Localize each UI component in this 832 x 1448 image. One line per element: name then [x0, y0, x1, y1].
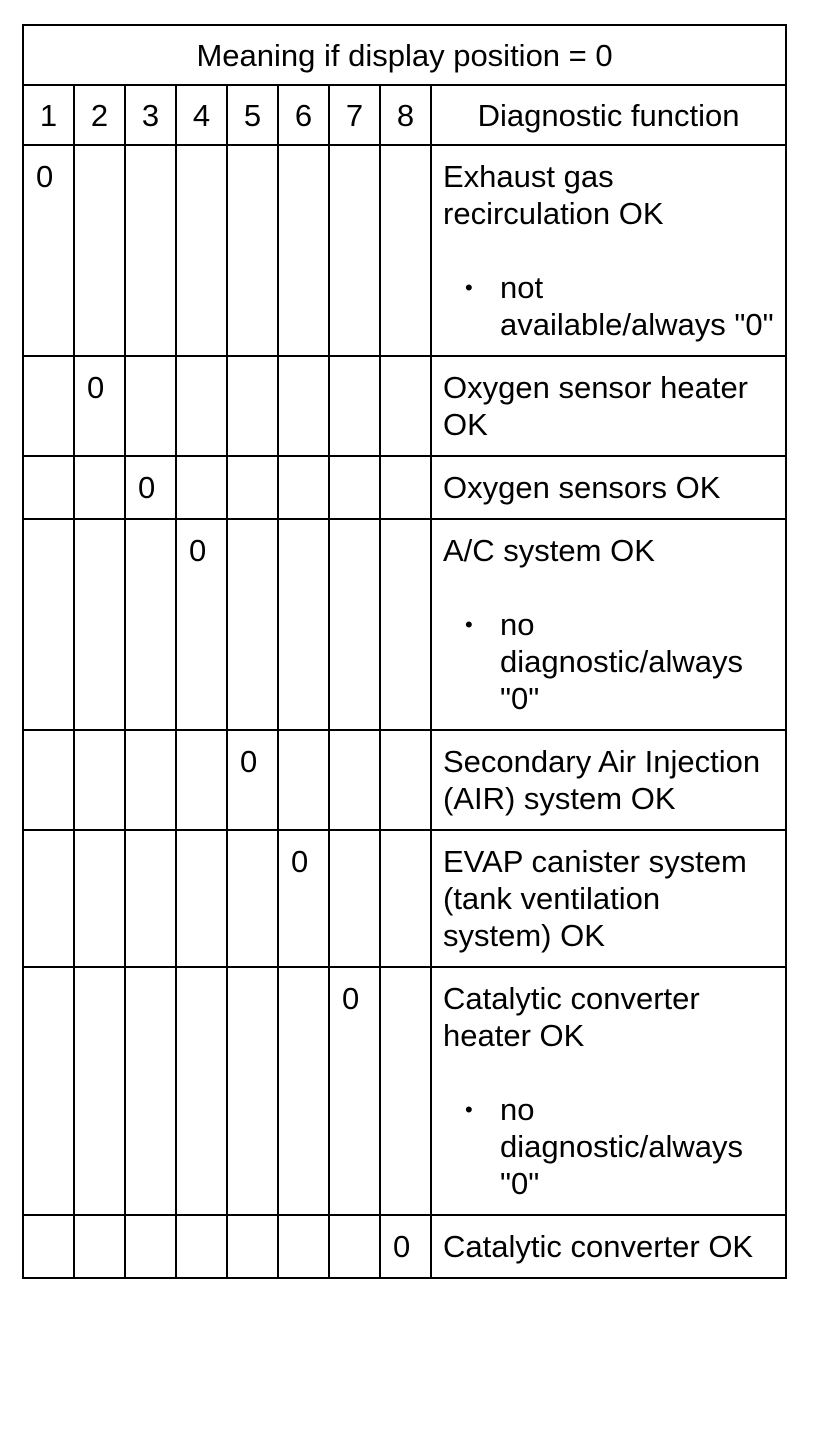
note-text: no diagnostic/always "0": [500, 1092, 743, 1201]
column-header-3: 3: [125, 85, 176, 145]
empty-cell: [227, 519, 278, 730]
diagnostic-function-cell: [431, 519, 786, 730]
note-item: [443, 269, 777, 343]
empty-cell: [380, 519, 431, 730]
empty-cell: [176, 830, 227, 967]
empty-cell: [125, 519, 176, 730]
table-row: [23, 967, 786, 1215]
empty-cell: [176, 1215, 227, 1278]
note-list: [443, 1091, 777, 1202]
empty-cell: [23, 1215, 74, 1278]
empty-cell: [74, 145, 125, 356]
table-title-row: [23, 25, 786, 85]
diagnostic-function-cell: [431, 456, 786, 519]
diagnostic-function-text: EVAP canister system (tank ventilation system) OK: [443, 844, 747, 953]
diagnostic-function-text: Catalytic converter OK: [443, 1229, 754, 1264]
empty-cell: [278, 967, 329, 1215]
table-body: [23, 145, 786, 1278]
diagnostic-function-cell: [431, 1215, 786, 1278]
display-position-value: 0: [380, 1215, 431, 1278]
note-list: [443, 269, 777, 343]
table-row: [23, 456, 786, 519]
empty-cell: [227, 145, 278, 356]
note-list: [443, 606, 777, 717]
empty-cell: [125, 1215, 176, 1278]
bullet-icon: •: [465, 1097, 473, 1122]
empty-cell: [23, 967, 74, 1215]
empty-cell: [278, 356, 329, 456]
diagnostic-function-text: Oxygen sensor heater OK: [443, 370, 749, 442]
empty-cell: [176, 456, 227, 519]
diagnostic-function-text: Oxygen sensors OK: [443, 470, 721, 505]
empty-cell: [278, 730, 329, 830]
empty-cell: [329, 356, 380, 456]
table-row: [23, 356, 786, 456]
display-position-value: 0: [125, 456, 176, 519]
empty-cell: [278, 456, 329, 519]
note-text: not available/always "0": [500, 270, 774, 342]
empty-cell: [227, 1215, 278, 1278]
empty-cell: [227, 967, 278, 1215]
bullet-icon: •: [465, 275, 473, 300]
empty-cell: [329, 456, 380, 519]
empty-cell: [176, 145, 227, 356]
empty-cell: [23, 519, 74, 730]
table-title: Meaning if display position = 0: [23, 25, 786, 85]
diagnostic-function-cell: [431, 356, 786, 456]
empty-cell: [125, 967, 176, 1215]
diagnostic-function-text: Catalytic converter heater OK: [443, 981, 700, 1053]
column-header-2: 2: [74, 85, 125, 145]
diagnostic-function-text: Exhaust gas recirculation OK: [443, 159, 664, 231]
empty-cell: [278, 1215, 329, 1278]
display-position-value: 0: [278, 830, 329, 967]
display-position-value: 0: [74, 356, 125, 456]
empty-cell: [380, 145, 431, 356]
diagnostic-function-cell: [431, 145, 786, 356]
table-row: [23, 830, 786, 967]
note-text: no diagnostic/always "0": [500, 607, 743, 716]
note-item: [443, 606, 777, 717]
diagnostic-function-cell: [431, 830, 786, 967]
empty-cell: [329, 730, 380, 830]
empty-cell: [74, 456, 125, 519]
display-position-value: 0: [23, 145, 74, 356]
empty-cell: [329, 145, 380, 356]
table-row: [23, 730, 786, 830]
empty-cell: [329, 830, 380, 967]
empty-cell: [227, 456, 278, 519]
empty-cell: [380, 967, 431, 1215]
display-position-value: 0: [329, 967, 380, 1215]
empty-cell: [329, 519, 380, 730]
empty-cell: [380, 456, 431, 519]
empty-cell: [227, 830, 278, 967]
column-header-1: 1: [23, 85, 74, 145]
empty-cell: [380, 830, 431, 967]
display-position-value: 0: [227, 730, 278, 830]
empty-cell: [23, 356, 74, 456]
column-header-4: 4: [176, 85, 227, 145]
diagnostic-function-cell: [431, 730, 786, 830]
empty-cell: [176, 730, 227, 830]
bullet-icon: •: [465, 612, 473, 637]
empty-cell: [23, 730, 74, 830]
empty-cell: [74, 1215, 125, 1278]
diagnostic-function-text: A/C system OK: [443, 533, 655, 568]
column-header-diagnostic-function: Diagnostic function: [431, 85, 786, 145]
column-header-8: 8: [380, 85, 431, 145]
table-header-row: [23, 85, 786, 145]
empty-cell: [74, 967, 125, 1215]
table-row: [23, 1215, 786, 1278]
empty-cell: [176, 967, 227, 1215]
empty-cell: [74, 730, 125, 830]
empty-cell: [74, 830, 125, 967]
diagnostic-table: [22, 24, 787, 1279]
empty-cell: [23, 830, 74, 967]
note-item: [443, 1091, 777, 1202]
empty-cell: [227, 356, 278, 456]
empty-cell: [278, 145, 329, 356]
diagnostic-function-text: Secondary Air Injection (AIR) system OK: [443, 744, 761, 816]
diagnostic-function-cell: [431, 967, 786, 1215]
empty-cell: [278, 519, 329, 730]
column-header-7: 7: [329, 85, 380, 145]
empty-cell: [380, 356, 431, 456]
column-header-5: 5: [227, 85, 278, 145]
empty-cell: [125, 730, 176, 830]
table-row: [23, 145, 786, 356]
empty-cell: [329, 1215, 380, 1278]
empty-cell: [380, 730, 431, 830]
column-header-6: 6: [278, 85, 329, 145]
empty-cell: [125, 356, 176, 456]
display-position-value: 0: [176, 519, 227, 730]
empty-cell: [176, 356, 227, 456]
empty-cell: [23, 456, 74, 519]
empty-cell: [125, 830, 176, 967]
empty-cell: [74, 519, 125, 730]
empty-cell: [125, 145, 176, 356]
table-row: [23, 519, 786, 730]
